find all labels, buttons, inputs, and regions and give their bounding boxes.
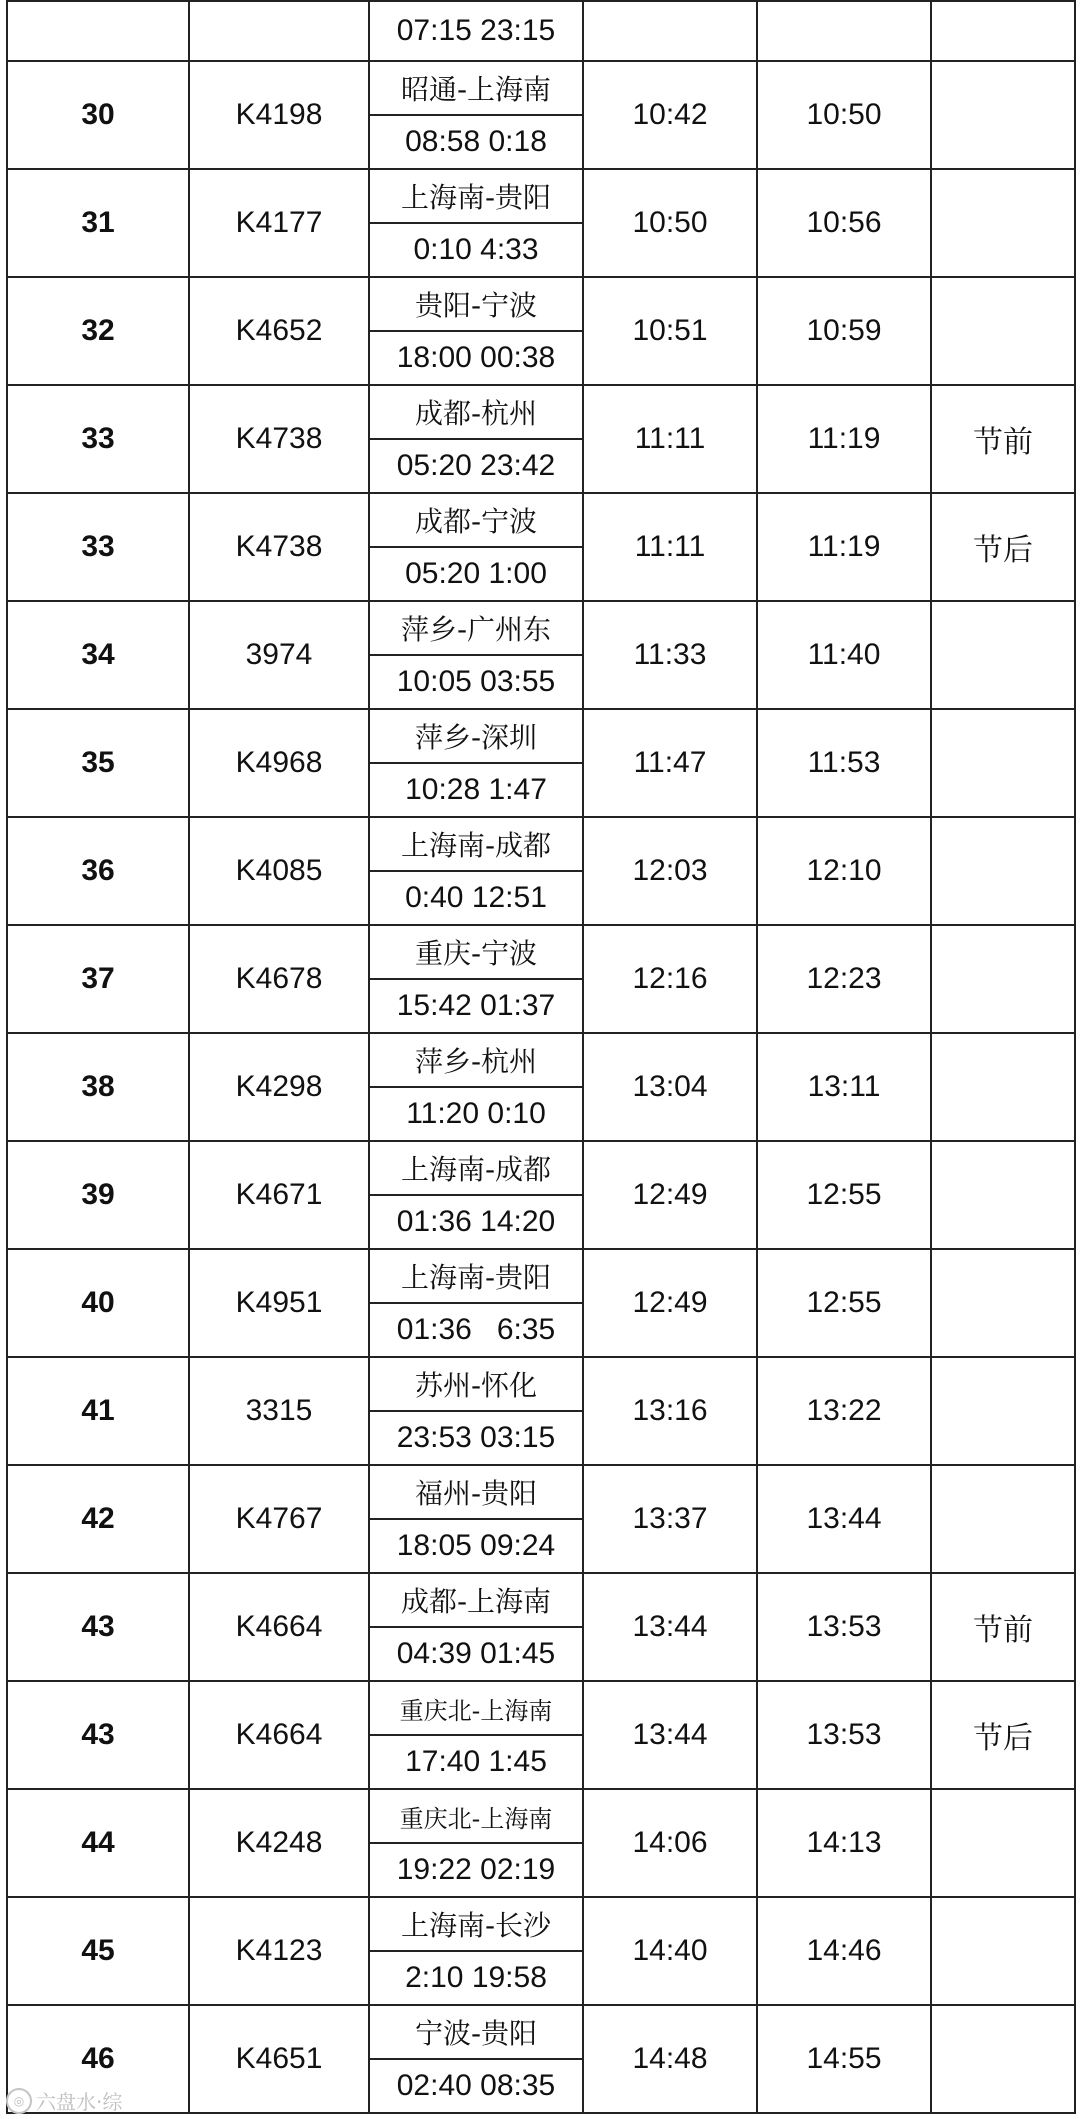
- train-number-cell: 3974: [189, 601, 369, 709]
- arrive-time-cell: 13:44: [583, 1573, 757, 1681]
- arrive-time-cell: 12:49: [583, 1141, 757, 1249]
- table-row: [7, 1789, 1075, 1897]
- route-name-box: [370, 2006, 582, 2060]
- train-number-cell: 3315: [189, 1357, 369, 1465]
- table-row: [7, 1897, 1075, 2005]
- row-number-cell: 37: [7, 925, 189, 1033]
- train-number-cell: K4951: [189, 1249, 369, 1357]
- route-name-box: [370, 1682, 582, 1736]
- table-row: [7, 277, 1075, 385]
- train-number-cell: K4123: [189, 1897, 369, 2005]
- route-name-box: [370, 170, 582, 224]
- route-name: 上海南-贵阳: [400, 181, 552, 214]
- route-name: 重庆北-上海南: [399, 1696, 553, 1725]
- route-name-box: [370, 1466, 582, 1520]
- note-cell: [931, 1, 1075, 61]
- table-row: [7, 1573, 1075, 1681]
- depart-time-cell: 13:53: [757, 1573, 931, 1681]
- route-cell: [369, 709, 583, 817]
- route-cell: [369, 493, 583, 601]
- depart-time-cell: 11:40: [757, 601, 931, 709]
- route-times: 10:28 1:47: [405, 773, 547, 806]
- train-schedule-table: [6, 0, 1076, 2114]
- route-name: 上海南-成都: [400, 1153, 552, 1186]
- depart-time-cell: 13:53: [757, 1681, 931, 1789]
- train-number-cell: K4248: [189, 1789, 369, 1897]
- route-name-box: [370, 386, 582, 440]
- route-times: 05:20 1:00: [405, 557, 547, 590]
- arrive-time-cell: 12:03: [583, 817, 757, 925]
- row-number-cell: 33: [7, 493, 189, 601]
- table-row: [7, 1357, 1075, 1465]
- route-times: 0:40 12:51: [405, 881, 547, 914]
- depart-time-cell: 13:22: [757, 1357, 931, 1465]
- arrive-time-cell: 14:48: [583, 2005, 757, 2113]
- train-number-cell: K4968: [189, 709, 369, 817]
- arrive-time-cell: 12:49: [583, 1249, 757, 1357]
- row-number-cell: 30: [7, 61, 189, 169]
- note-cell: [931, 601, 1075, 709]
- note-cell: [931, 925, 1075, 1033]
- route-times: 0:10 4:33: [413, 233, 539, 266]
- table-row: [7, 925, 1075, 1033]
- row-number-cell: 41: [7, 1357, 189, 1465]
- route-cell: [369, 1573, 583, 1681]
- depart-time-cell: 10:50: [757, 61, 931, 169]
- table-row: [7, 1465, 1075, 1573]
- table-row: [7, 61, 1075, 169]
- note-cell: [931, 169, 1075, 277]
- depart-time-cell: 11:19: [757, 385, 931, 493]
- arrive-time-cell: 13:04: [583, 1033, 757, 1141]
- route-name: 福州-贵阳: [414, 1477, 538, 1510]
- route-name: 宁波-贵阳: [414, 2017, 538, 2050]
- route-name: 萍乡-广州东: [400, 613, 552, 646]
- row-number-cell: 46: [7, 2005, 189, 2113]
- route-times: 15:42 01:37: [396, 989, 556, 1022]
- route-times: 11:20 0:10: [406, 1097, 546, 1130]
- arrive-time-cell: [583, 1, 757, 61]
- table-row: [7, 817, 1075, 925]
- note-cell: [931, 2005, 1075, 2113]
- train-number-cell: K4177: [189, 169, 369, 277]
- arrive-time-cell: 10:50: [583, 169, 757, 277]
- route-name: 重庆-宁波: [414, 937, 538, 970]
- depart-time-cell: 14:13: [757, 1789, 931, 1897]
- route-cell: [369, 1141, 583, 1249]
- route-name: 上海南-成都: [400, 829, 552, 862]
- route-cell: [369, 601, 583, 709]
- route-name-box: [370, 1574, 582, 1628]
- route-name: 成都-杭州: [414, 397, 538, 430]
- row-number-cell: [7, 1, 189, 61]
- route-name: 贵阳-宁波: [414, 289, 538, 322]
- row-number-cell: 32: [7, 277, 189, 385]
- route-name-box: [370, 926, 582, 980]
- route-times: 01:36 14:20: [396, 1205, 556, 1238]
- route-cell: [369, 1465, 583, 1573]
- note-cell: [931, 1033, 1075, 1141]
- table-row: [7, 1681, 1075, 1789]
- route-times: 10:05 03:55: [396, 665, 556, 698]
- table-row: [7, 1141, 1075, 1249]
- row-number-cell: 45: [7, 1897, 189, 2005]
- train-number-cell: K4651: [189, 2005, 369, 2113]
- route-cell: [369, 925, 583, 1033]
- note-cell: [931, 1465, 1075, 1573]
- route-name: 萍乡-杭州: [414, 1045, 538, 1078]
- row-number-cell: 39: [7, 1141, 189, 1249]
- route-times: 18:05 09:24: [396, 1529, 556, 1562]
- depart-time-cell: 11:53: [757, 709, 931, 817]
- train-number-cell: K4664: [189, 1573, 369, 1681]
- route-name-box: [370, 1034, 582, 1088]
- train-number-cell: K4678: [189, 925, 369, 1033]
- note-cell: [931, 817, 1075, 925]
- note-cell: [931, 1789, 1075, 1897]
- route-times: 19:22 02:19: [396, 1853, 556, 1886]
- table-row: [7, 601, 1075, 709]
- note-cell: [931, 1249, 1075, 1357]
- route-name-box: [370, 818, 582, 872]
- arrive-time-cell: 11:47: [583, 709, 757, 817]
- arrive-time-cell: 13:37: [583, 1465, 757, 1573]
- route-times: 02:40 08:35: [396, 2069, 556, 2102]
- table-row: [7, 2005, 1075, 2113]
- train-number-cell: K4664: [189, 1681, 369, 1789]
- row-number-cell: 31: [7, 169, 189, 277]
- route-cell: [369, 277, 583, 385]
- route-cell: [369, 61, 583, 169]
- table-row: [7, 169, 1075, 277]
- depart-time-cell: 13:44: [757, 1465, 931, 1573]
- note-cell: [931, 1141, 1075, 1249]
- route-name-box: [370, 1250, 582, 1304]
- depart-time-cell: 10:59: [757, 277, 931, 385]
- depart-time-cell: 12:55: [757, 1249, 931, 1357]
- route-cell: [369, 1, 583, 61]
- note-cell: [931, 277, 1075, 385]
- note-cell: 节前: [931, 385, 1075, 493]
- route-times: 07:15 23:15: [396, 14, 556, 47]
- depart-time-cell: 14:55: [757, 2005, 931, 2113]
- row-number-cell: 33: [7, 385, 189, 493]
- arrive-time-cell: 11:33: [583, 601, 757, 709]
- row-number-cell: 42: [7, 1465, 189, 1573]
- note-cell: [931, 709, 1075, 817]
- watermark-text: 六盘水·综: [36, 2090, 123, 2114]
- depart-time-cell: 14:46: [757, 1897, 931, 2005]
- table-row: [7, 493, 1075, 601]
- table-row: [7, 1249, 1075, 1357]
- note-cell: [931, 61, 1075, 169]
- row-number-cell: 36: [7, 817, 189, 925]
- train-number-cell: K4767: [189, 1465, 369, 1573]
- watermark-logo-icon: ◎: [6, 2088, 32, 2114]
- train-number-cell: K4652: [189, 277, 369, 385]
- arrive-time-cell: 12:16: [583, 925, 757, 1033]
- route-times: 2:10 19:58: [405, 1961, 547, 1994]
- route-cell: [369, 1249, 583, 1357]
- route-name-box: [370, 602, 582, 656]
- depart-time-cell: 12:10: [757, 817, 931, 925]
- depart-time-cell: 11:19: [757, 493, 931, 601]
- arrive-time-cell: 11:11: [583, 385, 757, 493]
- route-name-box: [370, 494, 582, 548]
- train-number-cell: [189, 1, 369, 61]
- arrive-time-cell: 13:44: [583, 1681, 757, 1789]
- arrive-time-cell: 14:40: [583, 1897, 757, 2005]
- route-cell: [369, 1897, 583, 2005]
- note-cell: [931, 1357, 1075, 1465]
- route-name: 重庆北-上海南: [399, 1804, 553, 1833]
- route-name-box: [370, 1790, 582, 1844]
- route-name-box: [370, 710, 582, 764]
- route-cell: [369, 169, 583, 277]
- route-name: 成都-宁波: [414, 505, 538, 538]
- arrive-time-cell: 10:51: [583, 277, 757, 385]
- route-name: 苏州-怀化: [414, 1369, 538, 1402]
- table-row: [7, 709, 1075, 817]
- depart-time-cell: 13:11: [757, 1033, 931, 1141]
- route-name: 上海南-贵阳: [400, 1261, 552, 1294]
- route-times: 05:20 23:42: [396, 449, 556, 482]
- note-cell: 节后: [931, 493, 1075, 601]
- route-cell: [369, 1789, 583, 1897]
- route-name-box: [370, 278, 582, 332]
- route-times: 23:53 03:15: [396, 1421, 556, 1454]
- route-cell: [369, 1033, 583, 1141]
- table-row-partial: [7, 1, 1075, 61]
- depart-time-cell: 12:23: [757, 925, 931, 1033]
- watermark: [6, 2086, 122, 2115]
- row-number-cell: 44: [7, 1789, 189, 1897]
- table-row: [7, 385, 1075, 493]
- table-row: [7, 1033, 1075, 1141]
- train-number-cell: K4738: [189, 385, 369, 493]
- route-name: 成都-上海南: [400, 1585, 552, 1618]
- note-cell: 节后: [931, 1681, 1075, 1789]
- depart-time-cell: 12:55: [757, 1141, 931, 1249]
- route-times: 01:36 6:35: [396, 1313, 556, 1346]
- note-cell: [931, 1897, 1075, 2005]
- row-number-cell: 40: [7, 1249, 189, 1357]
- row-number-cell: 43: [7, 1681, 189, 1789]
- route-cell: [369, 1357, 583, 1465]
- route-times: 04:39 01:45: [396, 1637, 556, 1670]
- route-name-box: [370, 62, 582, 116]
- route-name-box: [370, 1358, 582, 1412]
- train-number-cell: K4298: [189, 1033, 369, 1141]
- depart-time-cell: 10:56: [757, 169, 931, 277]
- row-number-cell: 35: [7, 709, 189, 817]
- route-name-box: [370, 1142, 582, 1196]
- arrive-time-cell: 11:11: [583, 493, 757, 601]
- route-cell: [369, 2005, 583, 2113]
- arrive-time-cell: 14:06: [583, 1789, 757, 1897]
- arrive-time-cell: 13:16: [583, 1357, 757, 1465]
- depart-time-cell: [757, 1, 931, 61]
- route-times: 17:40 1:45: [405, 1745, 547, 1778]
- route-name: 昭通-上海南: [400, 73, 552, 106]
- route-name-box: [370, 1898, 582, 1952]
- row-number-cell: 34: [7, 601, 189, 709]
- train-number-cell: K4085: [189, 817, 369, 925]
- route-cell: [369, 385, 583, 493]
- note-cell: 节前: [931, 1573, 1075, 1681]
- row-number-cell: 38: [7, 1033, 189, 1141]
- route-times: 08:58 0:18: [405, 125, 547, 158]
- row-number-cell: 43: [7, 1573, 189, 1681]
- route-times: 18:00 00:38: [396, 341, 556, 374]
- train-number-cell: K4738: [189, 493, 369, 601]
- arrive-time-cell: 10:42: [583, 61, 757, 169]
- route-name: 萍乡-深圳: [414, 721, 538, 754]
- route-cell: [369, 817, 583, 925]
- route-name: 上海南-长沙: [400, 1909, 552, 1942]
- route-cell: [369, 1681, 583, 1789]
- train-number-cell: K4198: [189, 61, 369, 169]
- train-number-cell: K4671: [189, 1141, 369, 1249]
